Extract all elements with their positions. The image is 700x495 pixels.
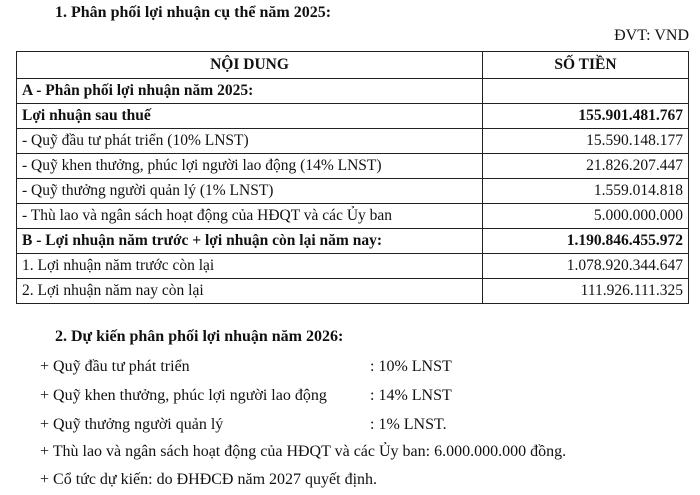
section-1-title: 1. Phân phối lợi nhuận cụ thể năm 2025: bbox=[55, 4, 332, 21]
row-label: - Quỹ thưởng người quản lý (1% LNST) bbox=[17, 179, 483, 204]
plan-item bbox=[40, 471, 377, 489]
row-label: - Quỹ đầu tư phát triển (10% LNST) bbox=[17, 129, 483, 154]
table-row bbox=[17, 129, 689, 154]
plan-item-value: : 1% LNST. bbox=[370, 416, 447, 433]
table-row bbox=[17, 254, 689, 279]
profit-distribution-table bbox=[16, 51, 689, 304]
row-value: 21.826.207.447 bbox=[483, 154, 689, 179]
row-value: 1.078.920.344.647 bbox=[483, 254, 689, 279]
plan-item bbox=[40, 358, 452, 376]
profit-after-tax-label: Lợi nhuận sau thuế bbox=[17, 104, 483, 129]
table-header-row bbox=[17, 52, 689, 79]
row-label: - Thù lao và ngân sách hoạt động của HĐQT và các Ủy ban bbox=[17, 204, 483, 229]
group-b-row bbox=[17, 229, 689, 254]
table-row bbox=[17, 204, 689, 229]
plan-item-value: : 10% LNST bbox=[370, 358, 452, 375]
plan-item-label: + Quỹ khen thưởng, phúc lợi người lao động bbox=[40, 387, 327, 404]
profit-after-tax-value: 155.901.481.767 bbox=[483, 104, 689, 129]
group-a-title: A - Phân phối lợi nhuận năm 2025: bbox=[17, 79, 483, 104]
plan-item bbox=[40, 416, 447, 434]
row-value: 15.590.148.177 bbox=[483, 129, 689, 154]
profit-after-tax-row bbox=[17, 104, 689, 129]
row-value: 111.926.111.325 bbox=[483, 279, 689, 304]
group-a-title-row bbox=[17, 79, 689, 104]
row-value: 5.000.000.000 bbox=[483, 204, 689, 229]
table-row bbox=[17, 154, 689, 179]
header-content: NỘI DUNG bbox=[17, 52, 483, 79]
row-label: - Quỹ khen thưởng, phúc lợi người lao động (14% LNST) bbox=[17, 154, 483, 179]
row-label: 2. Lợi nhuận năm nay còn lại bbox=[17, 279, 483, 304]
table-row bbox=[17, 279, 689, 304]
plan-item bbox=[40, 387, 452, 405]
plan-item-label: + Cổ tức dự kiến: do ĐHĐCĐ năm 2027 quyết định. bbox=[40, 471, 378, 488]
plan-item-value: : 14% LNST bbox=[370, 387, 452, 404]
plan-item-label: + Quỹ thưởng người quản lý bbox=[40, 416, 224, 433]
plan-item bbox=[40, 443, 566, 461]
row-label: 1. Lợi nhuận năm trước còn lại bbox=[17, 254, 483, 279]
table-row bbox=[17, 179, 689, 204]
row-value: 1.559.014.818 bbox=[483, 179, 689, 204]
header-amount: SỐ TIỀN bbox=[483, 52, 689, 79]
group-b-title: B - Lợi nhuận năm trước + lợi nhuận còn lại năm nay: bbox=[17, 229, 483, 254]
unit-label: ĐVT: VND bbox=[614, 27, 689, 44]
plan-item-label: + Quỹ đầu tư phát triển bbox=[40, 358, 190, 375]
section-2-title: 2. Dự kiến phân phối lợi nhuận năm 2026: bbox=[55, 328, 344, 345]
group-b-value: 1.190.846.455.972 bbox=[483, 229, 689, 254]
plan-item-label: + Thù lao và ngân sách hoạt động của HĐQT và các Ủy ban: 6.000.000.000 đồng. bbox=[40, 443, 567, 460]
